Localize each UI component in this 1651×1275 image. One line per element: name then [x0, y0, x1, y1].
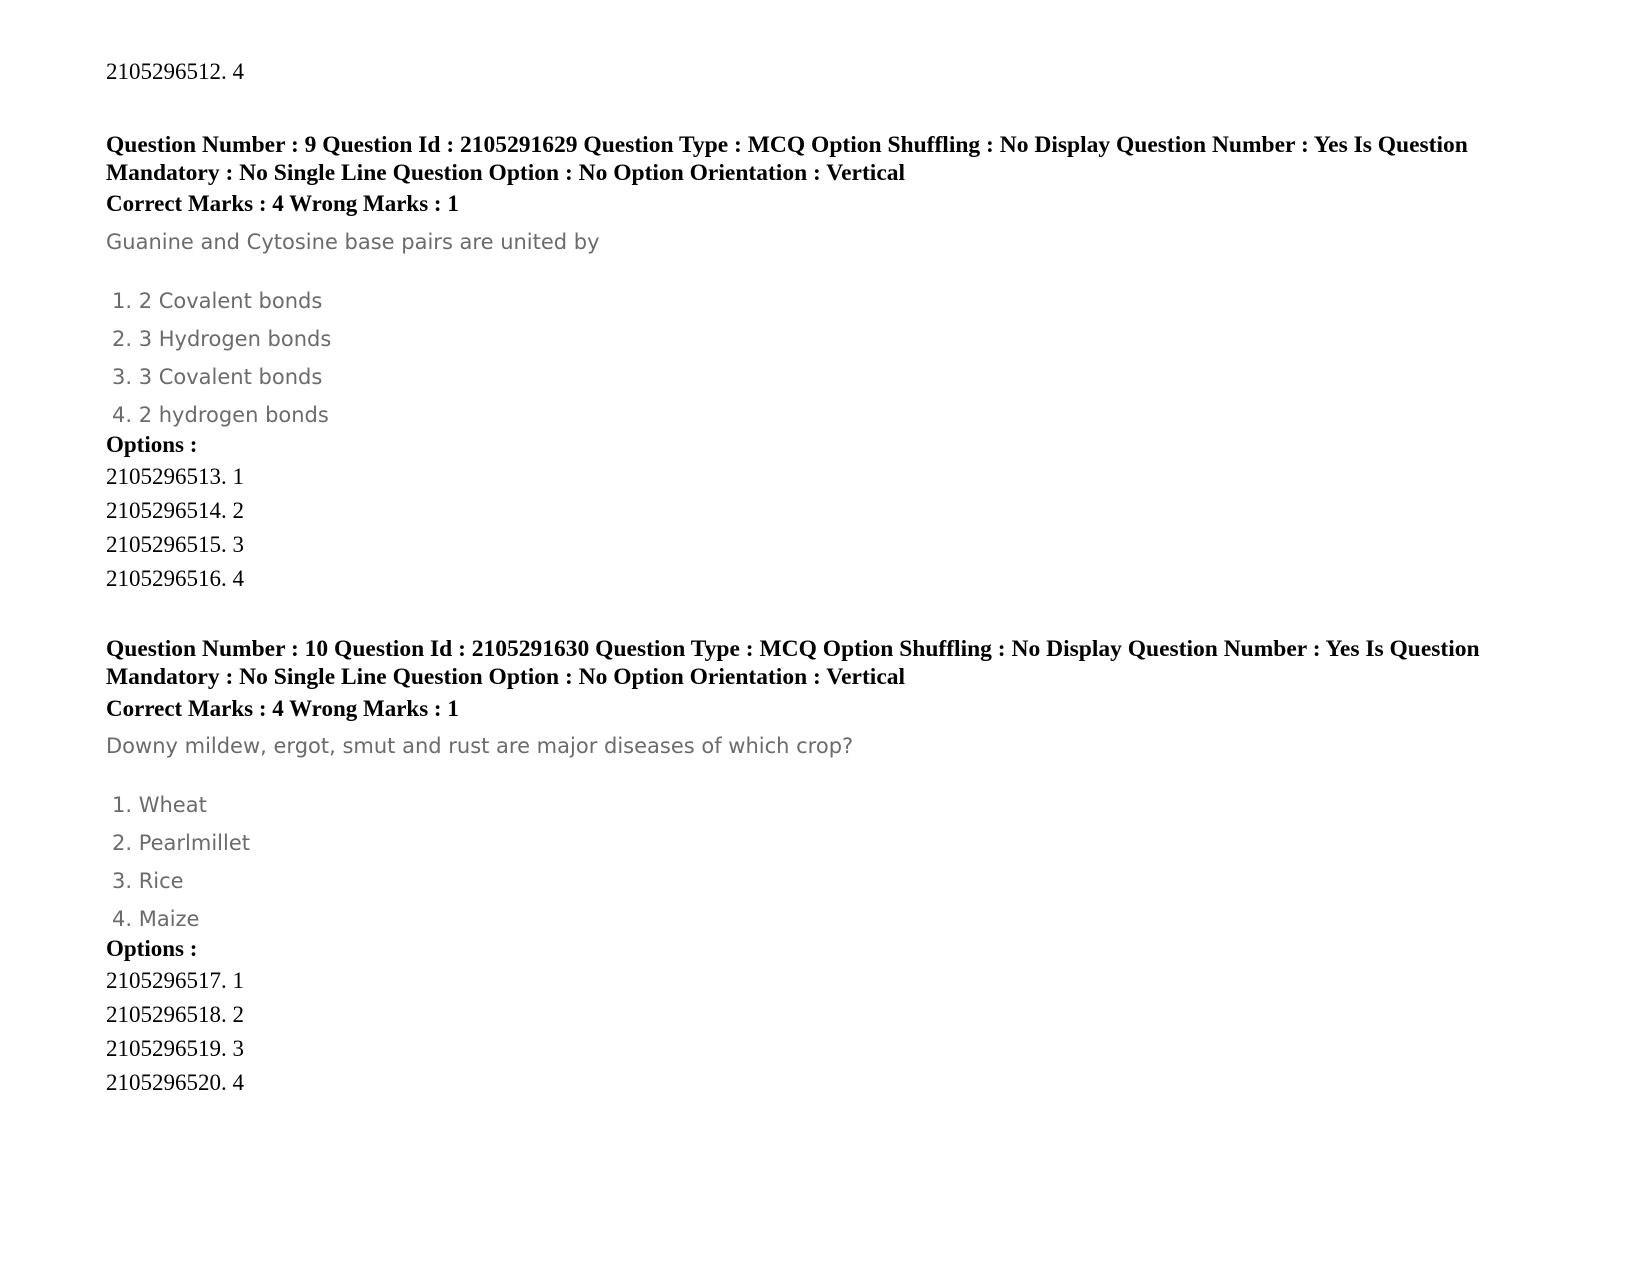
choice-item: 1. 2 Covalent bonds [112, 289, 323, 313]
option-id-row: 2105296513. 1 [106, 464, 244, 489]
choice-item: 2. 3 Hydrogen bonds [112, 327, 332, 351]
question-marks: Correct Marks : 4 Wrong Marks : 1 [106, 696, 459, 721]
option-id-row: 2105296515. 3 [106, 532, 244, 557]
choice-item: 3. Rice [112, 869, 184, 893]
option-id-list [106, 964, 244, 1100]
question-marks: Correct Marks : 4 Wrong Marks : 1 [106, 191, 459, 216]
choice-item: 2. Pearlmillet [112, 831, 250, 855]
option-id-row: 2105296520. 4 [106, 1070, 244, 1095]
question-text: Downy mildew, ergot, smut and rust are major diseases of which crop? [106, 734, 854, 758]
answer-choices [106, 282, 331, 434]
question-text: Guanine and Cytosine base pairs are united by [106, 230, 600, 254]
option-id-row: 2105296514. 2 [106, 498, 244, 523]
question-header: Question Number : 10 Question Id : 2105291630 Question Type : MCQ Option Shuffling : No Display Question Number : Yes Is Question Mandatory : No Single Line Question Option : No Option Orientation : Vertical [106, 636, 1480, 690]
option-id-row: 2105296518. 2 [106, 1002, 244, 1027]
answer-choices [106, 786, 250, 938]
choice-item: 4. Maize [112, 907, 200, 931]
option-id-row: 2105296516. 4 [106, 566, 244, 591]
option-id: 2105296512. [106, 59, 227, 84]
options-label: Options : [106, 936, 198, 961]
options-label: Options : [106, 432, 198, 457]
choice-item: 4. 2 hydrogen bonds [112, 403, 329, 427]
choice-item: 1. Wheat [112, 793, 207, 817]
choice-item: 3. 3 Covalent bonds [112, 365, 323, 389]
question-header: Question Number : 9 Question Id : 2105291629 Question Type : MCQ Option Shuffling : No Display Question Number : Yes Is Question Mandatory : No Single Line Question Option : No Option Orientation : Vertical [106, 132, 1468, 186]
option-id-list [106, 460, 244, 596]
carryover-option [106, 55, 244, 89]
option-id-row: 2105296517. 1 [106, 968, 244, 993]
option-number: 4 [232, 59, 244, 84]
option-id-row: 2105296519. 3 [106, 1036, 244, 1061]
